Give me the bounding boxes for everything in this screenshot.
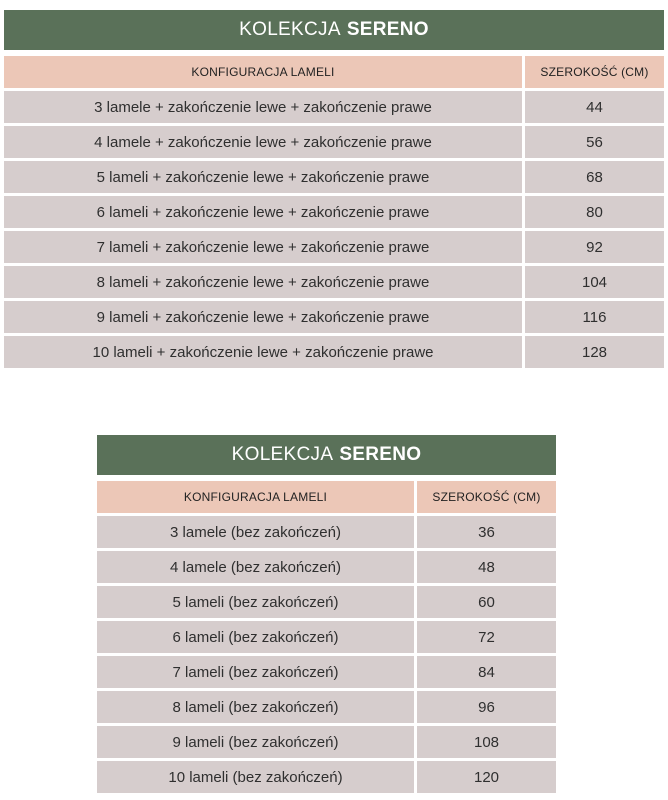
table-row	[97, 551, 556, 583]
column-header-width: SZEROKOŚĆ (CM)	[525, 56, 664, 88]
column-header-configuration: KONFIGURACJA LAMELI	[97, 481, 414, 513]
table-row	[97, 586, 556, 618]
table-header-row	[4, 56, 664, 88]
configuration-cell: 4 lamele + zakończenie lewe + zakończenie prawe	[4, 126, 522, 158]
width-cell: 48	[417, 551, 556, 583]
configuration-cell: 3 lamele + zakończenie lewe + zakończenie prawe	[4, 91, 522, 123]
width-cell: 56	[525, 126, 664, 158]
table-title-prefix: KOLEKCJA	[231, 444, 334, 465]
width-cell: 60	[417, 586, 556, 618]
configuration-cell: 9 lameli (bez zakończeń)	[97, 726, 414, 758]
configuration-cell: 8 lameli (bez zakończeń)	[97, 691, 414, 723]
width-cell: 80	[525, 196, 664, 228]
table-row	[97, 761, 556, 793]
table-header-row	[97, 481, 556, 513]
table-row	[97, 726, 556, 758]
width-cell: 36	[417, 516, 556, 548]
table-title	[4, 10, 664, 50]
configuration-cell: 7 lameli + zakończenie lewe + zakończenie prawe	[4, 231, 522, 263]
width-cell: 116	[525, 301, 664, 333]
configuration-cell: 9 lameli + zakończenie lewe + zakończenie prawe	[4, 301, 522, 333]
column-header-configuration: KONFIGURACJA LAMELI	[4, 56, 522, 88]
configuration-cell: 6 lameli (bez zakończeń)	[97, 621, 414, 653]
configuration-cell: 5 lameli (bez zakończeń)	[97, 586, 414, 618]
table-title-prefix: KOLEKCJA	[239, 19, 341, 40]
width-cell: 92	[525, 231, 664, 263]
width-cell: 128	[525, 336, 664, 368]
table-title-collection: SERENO	[339, 444, 422, 465]
configuration-cell: 5 lameli + zakończenie lewe + zakończenie prawe	[4, 161, 522, 193]
width-cell: 44	[525, 91, 664, 123]
table-row	[4, 301, 664, 333]
configuration-cell: 10 lameli (bez zakończeń)	[97, 761, 414, 793]
width-cell: 68	[525, 161, 664, 193]
width-cell: 104	[525, 266, 664, 298]
configuration-cell: 8 lameli + zakończenie lewe + zakończenie prawe	[4, 266, 522, 298]
table-row	[4, 196, 664, 228]
width-table-without-end-caps	[97, 435, 556, 796]
table-row	[4, 126, 664, 158]
configuration-cell: 7 lameli (bez zakończeń)	[97, 656, 414, 688]
table-row	[4, 266, 664, 298]
width-cell: 84	[417, 656, 556, 688]
width-cell: 108	[417, 726, 556, 758]
table-row	[4, 336, 664, 368]
width-cell: 72	[417, 621, 556, 653]
configuration-cell: 6 lameli + zakończenie lewe + zakończenie prawe	[4, 196, 522, 228]
table-row	[97, 621, 556, 653]
width-cell: 96	[417, 691, 556, 723]
table-row	[97, 656, 556, 688]
table-row	[4, 231, 664, 263]
table-row	[97, 691, 556, 723]
table-row	[97, 516, 556, 548]
table-title-collection: SERENO	[346, 19, 429, 40]
width-table-with-end-caps	[4, 10, 664, 371]
table-title	[97, 435, 556, 475]
configuration-cell: 10 lameli + zakończenie lewe + zakończenie prawe	[4, 336, 522, 368]
width-cell: 120	[417, 761, 556, 793]
table-row	[4, 161, 664, 193]
column-header-width: SZEROKOŚĆ (CM)	[417, 481, 556, 513]
table-row	[4, 91, 664, 123]
configuration-cell: 3 lamele (bez zakończeń)	[97, 516, 414, 548]
configuration-cell: 4 lamele (bez zakończeń)	[97, 551, 414, 583]
